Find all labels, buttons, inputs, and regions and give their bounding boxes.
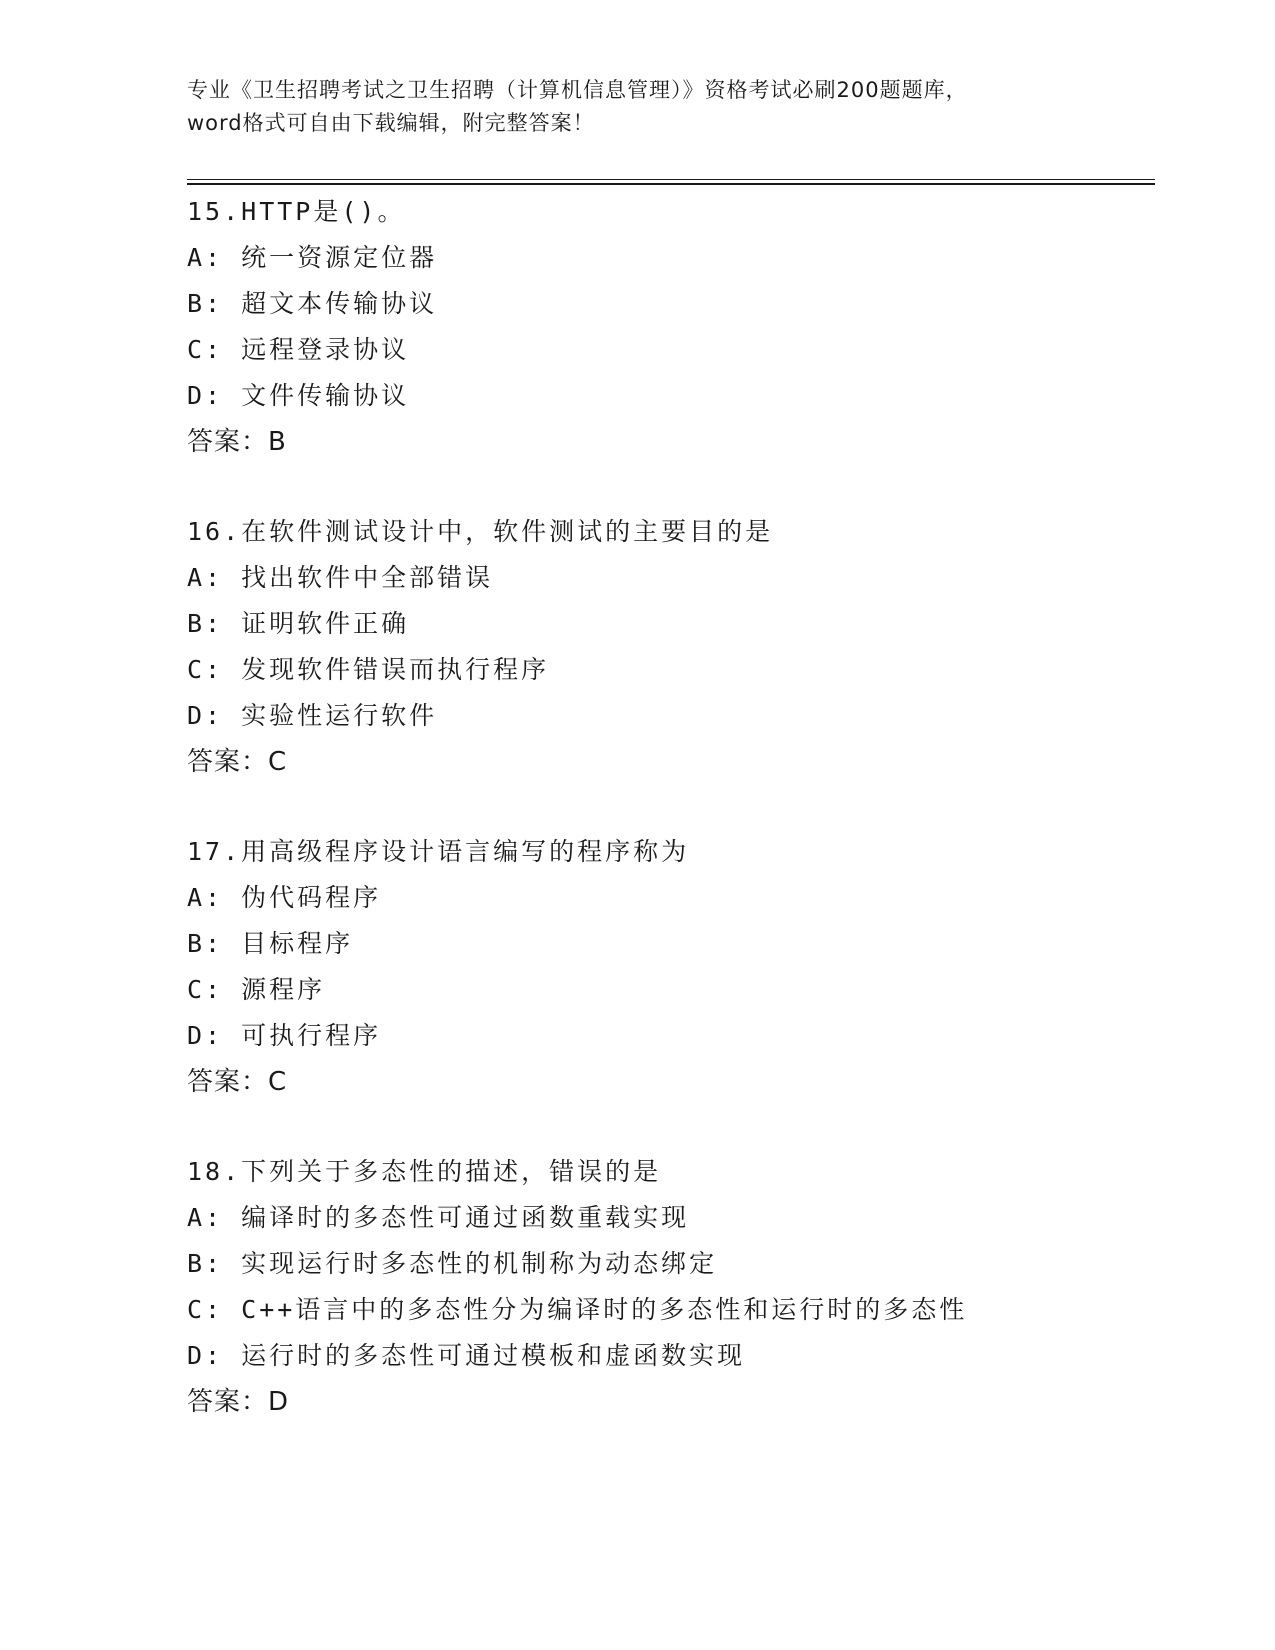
option-c: C: 远程登录协议 <box>187 335 410 364</box>
option-c: C: 发现软件错误而执行程序 <box>187 655 550 684</box>
option-b: B: 证明软件正确 <box>187 609 410 638</box>
option-b: B: 目标程序 <box>187 929 354 958</box>
header-title-line-1: 专业《卫生招聘考试之卫生招聘（计算机信息管理）》资格考试必刷200题题库， <box>187 78 968 102</box>
document-header <box>187 74 1087 140</box>
question-17 <box>187 829 1187 1105</box>
question-stem: 16.在软件测试设计中，软件测试的主要目的是 <box>187 517 774 546</box>
question-15 <box>187 189 1187 465</box>
header-title-line-2: word格式可自由下载编辑，附完整答案！ <box>187 111 595 135</box>
option-a: A: 统一资源定位器 <box>187 243 438 272</box>
answer-line: 答案：C <box>187 747 288 777</box>
question-18 <box>187 1149 1187 1425</box>
answer-line: 答案：D <box>187 1387 290 1417</box>
header-divider-top <box>187 179 1155 180</box>
option-a: A: 伪代码程序 <box>187 883 382 912</box>
question-16 <box>187 509 1187 785</box>
option-a: A: 编译时的多态性可通过函数重载实现 <box>187 1203 690 1232</box>
option-d: D: 实验性运行软件 <box>187 701 438 730</box>
question-stem: 17.用高级程序设计语言编写的程序称为 <box>187 837 690 866</box>
question-stem: 15.HTTP是()。 <box>187 197 406 226</box>
option-b: B: 实现运行时多态性的机制称为动态绑定 <box>187 1249 718 1278</box>
answer-line: 答案：C <box>187 1067 288 1097</box>
option-d: D: 运行时的多态性可通过模板和虚函数实现 <box>187 1341 746 1370</box>
option-a: A: 找出软件中全部错误 <box>187 563 494 592</box>
option-d: D: 可执行程序 <box>187 1021 382 1050</box>
option-c: C: C++语言中的多态性分为编译时的多态性和运行时的多态性 <box>187 1295 968 1324</box>
question-stem: 18.下列关于多态性的描述，错误的是 <box>187 1157 662 1186</box>
option-d: D: 文件传输协议 <box>187 381 410 410</box>
answer-line: 答案：B <box>187 427 287 457</box>
option-b: B: 超文本传输协议 <box>187 289 438 318</box>
option-c: C: 源程序 <box>187 975 326 1004</box>
header-divider-bottom <box>187 183 1155 185</box>
